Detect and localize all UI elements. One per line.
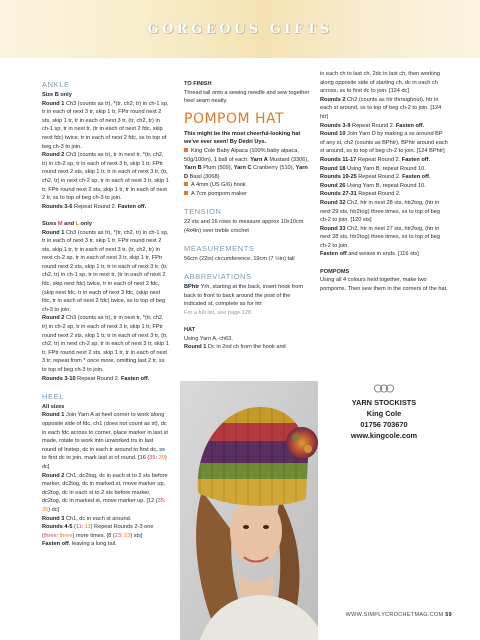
tension-heading: TENSION: [184, 207, 222, 217]
hat-round-32: Round 32 Ch2, htr in next 28 sts, htr2tog, (htr in next 29 sts, htr2tog) three times, ss to top of beg ch-2 to join. [120 sts]: [320, 199, 441, 224]
abbreviations-heading: ABBREVIATIONS: [184, 272, 252, 282]
size-b-label: Size B only: [42, 92, 72, 98]
footer-site[interactable]: WWW.SIMPLYCROCHETMAG.COM: [345, 612, 444, 618]
column-finish-pompom: [184, 80, 311, 352]
tension-text: 22 sts and 16 rows to measure approx 10x10cm (4x4in) over treble crochet: [184, 219, 304, 234]
pompom-maker-item: A 7cm pompom maker: [184, 190, 311, 199]
hat-round-2: Rounds 2 Ch2 (counts as htr throughout), htr in each st around, ss to top of beg ch-2 to join. [124 htr]: [320, 96, 442, 120]
ankle-b-round-2: Round 2 Ch3 (counts as tr), tr in next tr, *(tr, ch2, tr) in ch-2 sp, tr in each of next 3 tr, skip 1 tr, FPtr round next 2 sts, skip 1 tr, tr in each of next 3 tr, (tr, ch2, tr) in next ch-2 sp, tr in each of next 3 tr, skip 1 tr, FPtr round next 2 sts, skip 1 tr, tr in each of next 2 tr, ss to top of beg ch-3 to join.: [42, 152, 169, 202]
hat-using: Using Yarn A, ch63.: [184, 335, 233, 342]
page-footer: [346, 612, 452, 618]
stockist-name: King Cole: [366, 409, 402, 418]
full-list-note: For a full list, see page 128: [184, 309, 252, 316]
sizes-m-l-label: Sizes M and L only: [42, 220, 92, 227]
heel-round-3: Round 3 Ch1, dc in each st around.: [42, 515, 132, 522]
hat-heading: HAT: [184, 327, 196, 334]
ankle-b-round-1: Round 1 Ch3 (counts as tr), *(tr, ch2, tr) in ch-1 sp, tr in each of next 3 tr, skip 1 tr, FPtr round next 2 sts, skip 1 tr, tr in each of next 3 tr, (tr, ch2, tr) in ch-1 sp, tr in next tr, (tr in each of next 2 fdc, skip next fdc) twice, tr in each of next 2 fdc, ss to top of beg ch-3 to join.: [42, 100, 169, 150]
heel-all-sizes: All sizes: [42, 403, 65, 410]
hat-rounds-19-25: Rounds 19-25 Repeat Round 2. Fasten off.: [320, 174, 431, 181]
hook-item: A 4mm (US G/6) hook: [184, 181, 311, 190]
hat-rounds-27-31: Rounds 27-31 Repeat Round 2.: [320, 191, 401, 198]
pompom-intro: This might be the most cheerful-looking hat we've ever seen! By Dedri Uys.: [184, 130, 301, 146]
heel-rounds-4-5: Rounds 4-5 (11: 11) Repeat Rounds 2-3 one (three: three) more times. [8 (23: 23) sts]: [42, 524, 154, 539]
hat-round-1: Round 1 Dc in 2nd ch from the hook and: [184, 344, 286, 351]
heel-fasten-off: Fasten off, leaving a long tail.: [42, 541, 117, 548]
hat-fasten-off: Fasten off and weave in ends. [116 sts]: [320, 251, 419, 258]
stockist-phone: 01756 703670: [360, 420, 408, 429]
model-photo: [180, 381, 318, 640]
hat-round-26: Round 26 Using Yarn B, repeat Round 10.: [320, 182, 426, 189]
yarn-balls-icon: [373, 384, 395, 393]
hat-round-33: Round 33 Ch2, htr in next 27 sts, htr2tog, (htr in next 28 sts, htr2tog) three times, ss to top of beg ch-2 to join.: [320, 225, 441, 249]
ankle-ml-round-2: Round 2 Ch3 (counts as tr), tr in next tr, *(tr, ch2, tr) in ch-2 sp, tr in each of next 3 tr, skip 1 tr, FPtr round next 2 sts, skip 1 tr, tr in each of next 3 tr, (tr, ch2, tr) in next ch-2 sp, tr in each of next 3 tr, skip 1 tr, FPtr round next 2 sts, skip 1 tr, tr in each of next 3 tr; repeat from * once more, omitting last 2 tr, ss to top of beg ch-3 to join.: [42, 315, 169, 373]
page-section-title: GORGEOUS GIFTS: [147, 22, 333, 37]
stockists-title: YARN STOCKISTS: [351, 398, 417, 407]
hat-round-18: Round 18 Using Yarn B, repeat Round 10.: [320, 165, 426, 172]
pompom-hat-title: POMPOM HAT: [184, 110, 285, 127]
ankle-heading: ANKLE: [42, 80, 70, 89]
hat-round-10: Round 10 Join Yarn D by making a ss around BP of any st, ch2 (counts as BPhtr), BPhtr around each st around, ss to top of beg ch-2 to join. [124 BPhtr]: [320, 131, 448, 155]
column-hat-rounds: [320, 70, 448, 293]
heel-heading: HEEL: [42, 391, 64, 401]
measurements-heading: MEASUREMENTS: [184, 243, 255, 253]
hat-rounds-11-17: Rounds 11-17 Repeat Round 2. Fasten off.: [320, 156, 431, 163]
pompoms-heading: POMPOMS: [320, 268, 350, 275]
measurements-text: 56cm (22in) circumference, 19cm (7 ½in) tall: [184, 255, 295, 262]
bphtr-definition: BPhtr Yrh, starting at the back, insert hook from back to front to back around the post of the indicated st, complete as for htr: [184, 284, 303, 308]
column-ankle-heel: [42, 80, 169, 549]
ankle-ml-rounds-3-10: Rounds 3-10 Repeat Round 2. Fasten off.: [42, 375, 150, 382]
heel-round-1: Round 1 Join Yarn A at heel corner to work along opposite side of fdc, ch1 (does not count as st), dc in each fdc across to corner, place marker in last st made, rotate to work into unworked trs in last round of Instep, dc in each tr around to first dc, ss to first dc to join, mark last st of round. [16 (39: 39) dc]: [42, 412, 168, 470]
ankle-b-rounds-3-6: Rounds 3-6 Repeat Round 2. Fasten off.: [42, 203, 147, 210]
hat-rounds-3-9: Rounds 3-9 Repeat Round 2. Fasten off.: [320, 122, 425, 129]
hat-round-1-cont: in each ch to last ch, 2dc in last ch, then working along opposite side of starting ch, dc in each ch across, ss to first dc to join. [124 dc]: [320, 71, 441, 95]
pompoms-text: Using all 4 colours held together, make two pompoms. Then sew them in the corners of the hat.: [320, 277, 448, 292]
finish-heading: TO FINISH: [184, 81, 212, 87]
heel-round-2: Round 2 Ch1, dc2tog, dc in each st to 2 sts before marker, dc2tog, dc in marked st, move marker up, dc2tog, dc in each st to 2 sts before marker, dc2tog, dc in marked st, move marker up. [12 (35: 35) dc]: [42, 472, 168, 513]
yarn-stockists: [324, 384, 444, 441]
page-number: 59: [445, 612, 452, 618]
model-photo-illustration: [180, 381, 318, 640]
ankle-ml-round-1: Round 1 Ch3 (counts as tr), *(tr, ch2, tr) in ch-1 sp, tr in each of next 3 tr, skip 1 tr, FPtr round next 2 sts, skip 1 tr, tr in each of next 3 tr, (tr, ch2, tr) in next ch-2 sp, tr in each of next 3 tr, skip 1 tr, FPtr round next 2 sts, skip 1 tr, tr in each of next 3 tr, (tr, ch2, tr) in ch-1 sp, tr in next tr, (tr in each of next 2 fdc, skip next fdc) twice, tr in each of next 2 fdc, (skip next fdc, tr in each of next 3 fdc, (skip next fdc, tr in each of next 2 fdc) twice, ss to top of beg ch-3 to join.: [42, 229, 169, 313]
stockist-website[interactable]: www.kingcole.com: [350, 431, 418, 440]
yarn-list: King Cole Baby Alpaca (100% baby alpaca, 50g/100m), 1 ball of each: Yarn A Mustard (3306), Yarn B Plum (509), Yarn C Cranberry (510), Yarn D Basil (3068): [184, 147, 311, 181]
finish-text: Thread tail onto a sewing needle and sew together heel seam neatly.: [184, 89, 310, 105]
